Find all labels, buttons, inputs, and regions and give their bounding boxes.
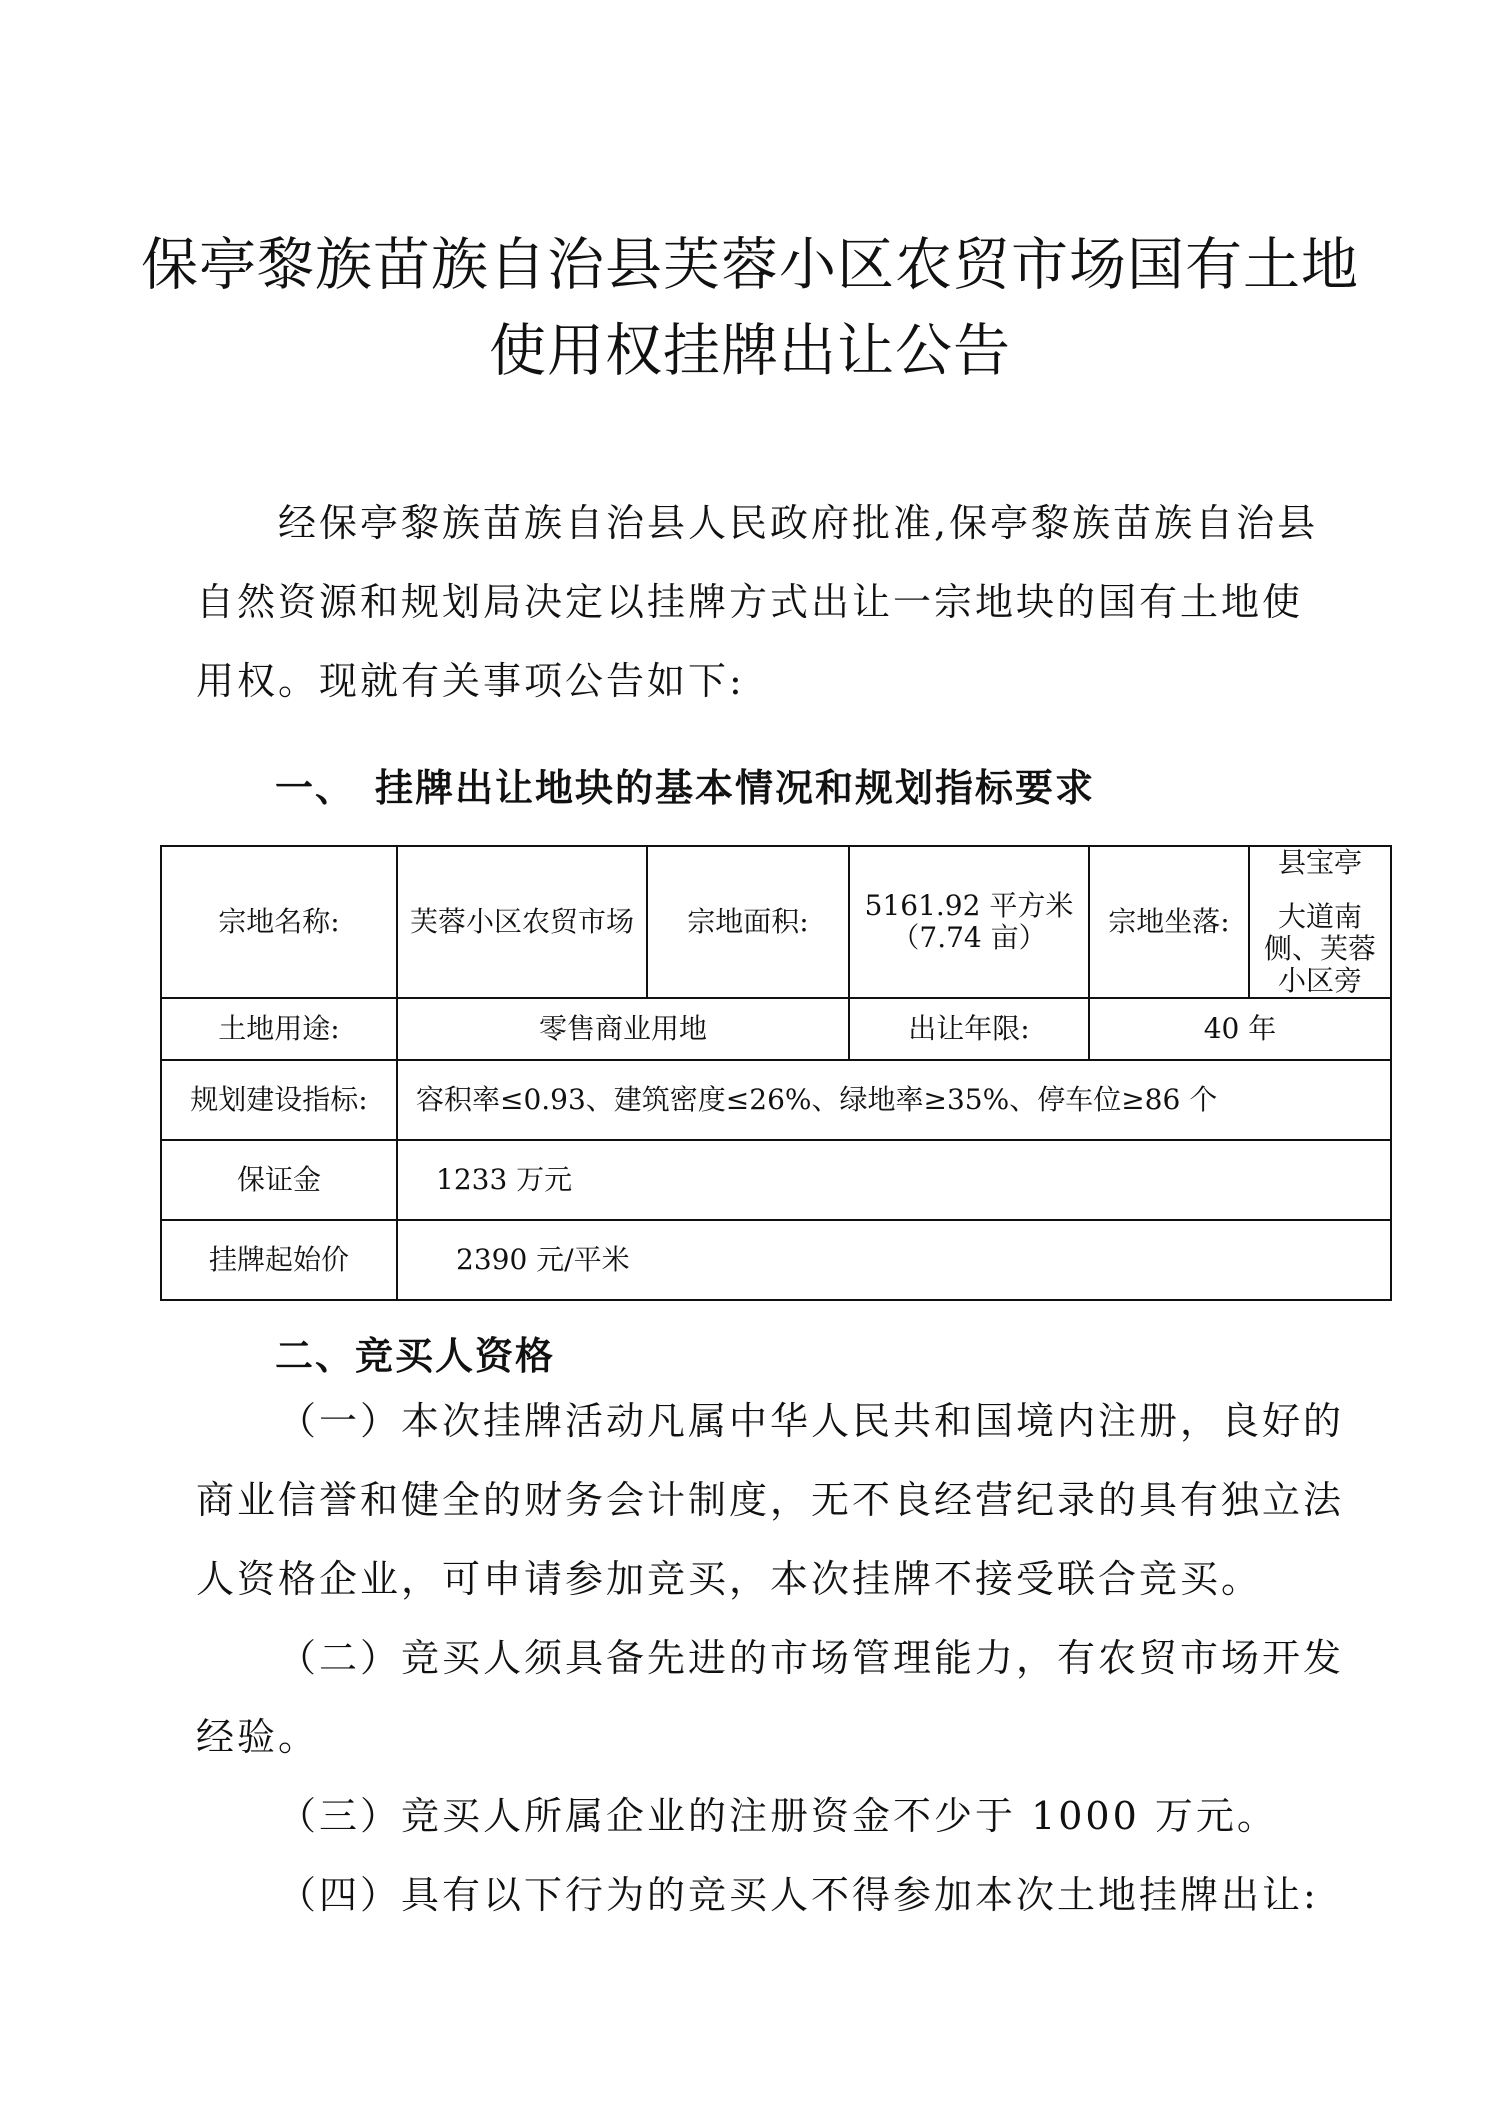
intro-line-1: 经保亭黎族苗族自治县人民政府批准,保亭黎族苗族自治县 (278, 501, 1319, 545)
item-4: （四）具有以下行为的竞买人不得参加本次土地挂牌出让: (278, 1873, 1319, 1917)
item-1-line-1: （一）本次挂牌活动凡属中华人民共和国境内注册，良好的 (278, 1399, 1345, 1443)
title-line-1: 保亭黎族苗族自治县芙蓉小区农贸市场国有土地 (141, 232, 1359, 298)
section-1-number: 一、 (275, 766, 356, 810)
deposit-value: 1233 万元 (397, 1140, 1391, 1220)
item-1-line-3: 人资格企业，可申请参加竞买，本次挂牌不接受联合竞买。 (196, 1557, 1263, 1601)
land-use-value: 零售商业用地 (397, 998, 849, 1060)
item-1-line-2: 商业信誉和健全的财务会计制度，无不良经营纪录的具有独立法 (196, 1478, 1345, 1522)
document-title (0, 222, 1500, 394)
area-value-sqm: 5161.92 平方米 (864, 889, 1074, 922)
item-2-line-2: 经验。 (196, 1715, 320, 1759)
land-use-label: 土地用途: (161, 998, 397, 1060)
location-value-line-1: 县宝亭 (1277, 846, 1362, 879)
table-row (161, 1140, 1391, 1220)
section-2-heading: 二、竞买人资格 (275, 1334, 556, 1378)
section-1-heading (275, 757, 1095, 812)
table-row (161, 1220, 1391, 1300)
intro-line-2: 自然资源和规划局决定以挂牌方式出让一宗地块的国有土地使 (196, 580, 1304, 624)
parcel-name-value: 芙蓉小区农贸市场 (397, 846, 647, 998)
start-price-label: 挂牌起始价 (161, 1220, 397, 1300)
deposit-label: 保证金 (161, 1140, 397, 1220)
planning-label: 规划建设指标: (161, 1060, 397, 1140)
term-label: 出让年限: (849, 998, 1089, 1060)
item-3: （三）竞买人所属企业的注册资金不少于 1000 万元。 (278, 1794, 1278, 1838)
planning-value: 容积率≤0.93、建筑密度≤26%、绿地率≥35%、停车位≥86 个 (397, 1060, 1391, 1140)
land-info-table (160, 845, 1392, 1301)
title-line-2: 使用权挂牌出让公告 (489, 318, 1011, 384)
section-1-title: 挂牌出让地块的基本情况和规划指标要求 (375, 766, 1096, 810)
term-value: 40 年 (1089, 998, 1391, 1060)
intro-line-3: 用权。现就有关事项公告如下: (196, 659, 745, 703)
location-label: 宗地坐落: (1089, 846, 1249, 998)
location-value-line-2: 大道南侧、芙蓉小区旁 (1263, 900, 1376, 997)
table-row (161, 998, 1391, 1060)
start-price-value: 2390 元/平米 (397, 1220, 1391, 1300)
location-value (1249, 846, 1391, 998)
table-row (161, 1060, 1391, 1140)
area-value (849, 846, 1089, 998)
item-2-line-1: （二）竞买人须具备先进的市场管理能力，有农贸市场开发 (278, 1636, 1345, 1680)
table-row (161, 846, 1391, 998)
parcel-name-label: 宗地名称: (161, 846, 397, 998)
area-label: 宗地面积: (647, 846, 849, 998)
area-value-mu: （7.74 亩） (891, 921, 1047, 954)
